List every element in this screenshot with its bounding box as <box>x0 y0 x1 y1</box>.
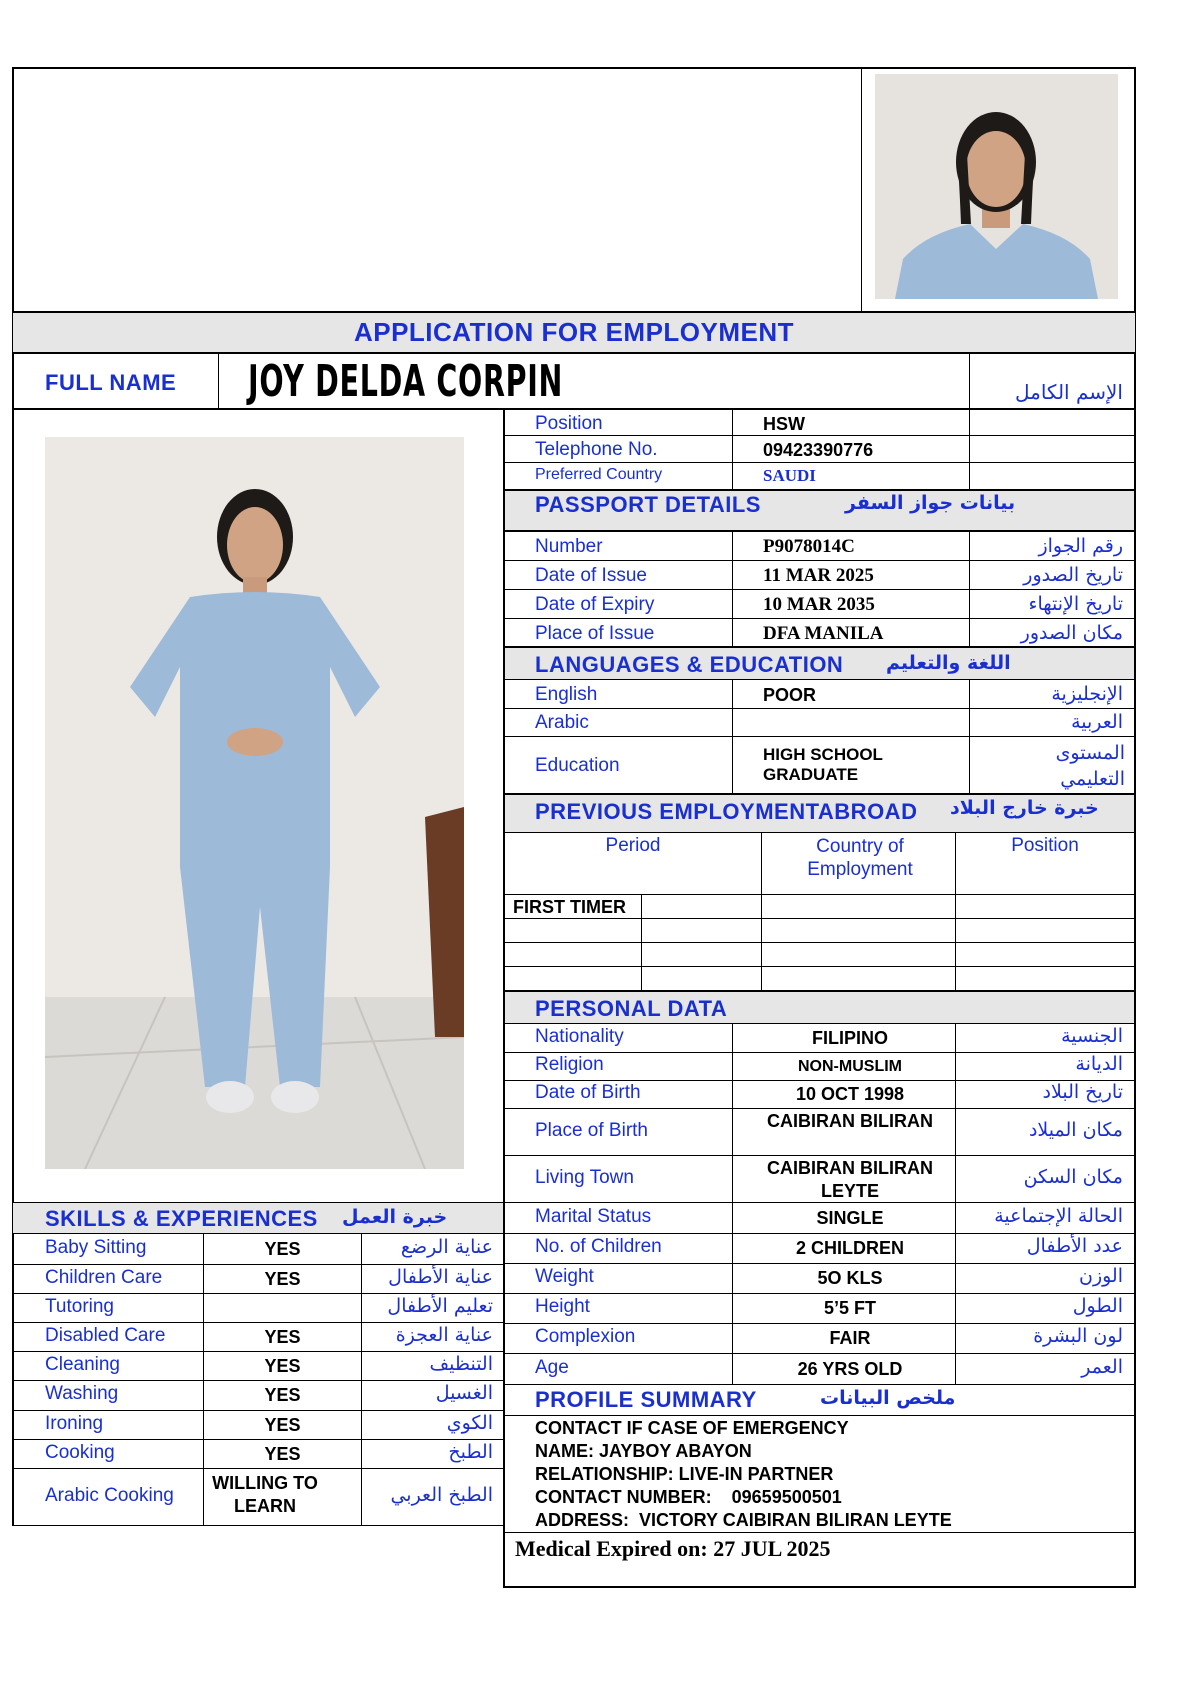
religion-label: Religion <box>535 1054 604 1075</box>
age-value: 26 YRS OLD <box>797 1358 903 1379</box>
country-header: Country of Employment <box>807 836 913 880</box>
skills-title: SKILLS & EXPERIENCES <box>45 1206 318 1231</box>
skill-cleaning-arabic: التنظيف <box>429 1352 493 1375</box>
height-arabic: الطول <box>1072 1295 1123 1317</box>
skills-title-arabic: خبرة العمل <box>342 1206 448 1228</box>
full-name-label: FULL NAME <box>45 370 177 395</box>
skill-cooking-label: Cooking <box>45 1441 115 1463</box>
passport-number-label: Number <box>535 536 603 557</box>
skill-children-care-arabic: عناية الأطفال <box>388 1265 493 1288</box>
languages-title: LANGUAGES & EDUCATION <box>535 652 844 677</box>
skill-cooking-value: YES <box>264 1443 301 1464</box>
issue-place-arabic: مكان الصدور <box>1020 622 1123 644</box>
passport-title-arabic: بيانات جواز السفر <box>845 492 1016 514</box>
emergency-line-2: NAME: JAYBOY ABAYON <box>535 1441 752 1461</box>
skill-disabled-care-label: Disabled Care <box>45 1324 166 1346</box>
marital-status-value: SINGLE <box>816 1207 884 1228</box>
emergency-line-4: CONTACT NUMBER: 09659500501 <box>535 1487 842 1507</box>
form-title: APPLICATION FOR EMPLOYMENT <box>353 317 795 347</box>
preferred-country-label: Preferred Country <box>535 466 663 483</box>
full-body-photo <box>45 437 464 1169</box>
nationality-label: Nationality <box>535 1026 624 1047</box>
profile-title: PROFILE SUMMARY <box>535 1387 757 1412</box>
date-of-birth-label: Date of Birth <box>535 1082 641 1103</box>
skill-washing-arabic: الغسيل <box>435 1382 493 1404</box>
religion-value: NON-MUSLIM <box>798 1058 902 1075</box>
issue-place-value: DFA MANILA <box>763 623 884 644</box>
personal-title: PERSONAL DATA <box>535 996 728 1021</box>
nationality-value: FILIPINO <box>812 1028 888 1048</box>
no-of-children-value: 2 CHILDREN <box>795 1238 904 1258</box>
previous-employment-title-arabic: خبرة خارج البلاد <box>950 797 1099 819</box>
full-name-arabic: الإسم الكامل <box>1014 380 1123 404</box>
religion-arabic: الديانة <box>1075 1053 1123 1075</box>
education-value: HIGH SCHOOL GRADUATE <box>763 745 883 784</box>
medical-expiry: Medical Expired on: 27 JUL 2025 <box>515 1536 831 1561</box>
expiry-date-value: 10 MAR 2035 <box>763 594 875 615</box>
english-label: English <box>535 684 598 705</box>
skill-cleaning-label: Cleaning <box>45 1353 120 1375</box>
place-of-birth-arabic: مكان الميلاد <box>1028 1118 1123 1141</box>
passport-title: PASSPORT DETAILS <box>535 492 761 517</box>
date-of-birth-arabic: تاريخ البلاد <box>1042 1081 1123 1103</box>
weight-value: 5O KLS <box>817 1268 883 1288</box>
english-value: POOR <box>763 685 817 705</box>
skill-disabled-care-arabic: عناية العجزة <box>395 1323 493 1346</box>
skill-arabic-cooking-value: WILLING TO LEARN <box>212 1473 318 1516</box>
position-label: Position <box>535 413 603 434</box>
living-town-label: Living Town <box>535 1166 634 1188</box>
arabic-arabic: العربية <box>1071 711 1123 733</box>
skill-washing-label: Washing <box>45 1383 119 1404</box>
skill-baby-sitting-value: YES <box>264 1239 301 1259</box>
skill-tutoring-arabic: تعليم الأطفال <box>387 1294 493 1317</box>
issue-date-value: 11 MAR 2025 <box>763 565 874 586</box>
expiry-date-label: Date of Expiry <box>535 594 655 615</box>
complexion-arabic: لون البشرة <box>1033 1325 1123 1347</box>
previous-employment-title: PREVIOUS EMPLOYMENTABROAD <box>535 799 918 824</box>
marital-status-label: Marital Status <box>535 1205 652 1227</box>
age-label: Age <box>535 1356 569 1378</box>
date-of-birth-value: 10 OCT 1998 <box>795 1084 905 1104</box>
full-name-value: JOY DELDA CORPIN <box>248 356 564 407</box>
skill-cleaning-value: YES <box>264 1355 301 1376</box>
skill-disabled-care-value: YES <box>264 1326 301 1347</box>
skill-baby-sitting-arabic: عناية الرضع <box>400 1236 493 1258</box>
arabic-label: Arabic <box>535 712 589 733</box>
skill-arabic-cooking-arabic: الطبخ العربي <box>390 1484 493 1506</box>
telephone-label: Telephone No. <box>535 439 658 460</box>
telephone-value: 09423390776 <box>763 440 874 460</box>
weight-arabic: الوزن <box>1078 1265 1123 1287</box>
languages-title-arabic: اللغة والتعليم <box>886 652 1011 674</box>
complexion-value: FAIR <box>829 1328 871 1348</box>
skill-ironing-value: YES <box>264 1414 301 1435</box>
skill-children-care-label: Children Care <box>45 1266 163 1288</box>
place-of-birth-value: CAIBIRAN BILIRAN <box>767 1111 933 1131</box>
passport-number-arabic: رقم الجواز <box>1038 535 1123 557</box>
height-value: 5’5 FT <box>823 1298 876 1318</box>
place-of-birth-label: Place of Birth <box>535 1119 648 1141</box>
issue-place-label: Place of Issue <box>535 623 655 644</box>
skill-washing-value: YES <box>264 1385 301 1405</box>
height-label: Height <box>535 1296 590 1317</box>
skill-children-care-value: YES <box>264 1268 301 1289</box>
passport-photo <box>875 74 1118 299</box>
skill-baby-sitting-label: Baby Sitting <box>45 1237 147 1258</box>
education-arabic: المستوى التعليمي <box>1055 742 1125 790</box>
complexion-label: Complexion <box>535 1326 636 1347</box>
issue-date-arabic: تاريخ الصدور <box>1023 564 1123 586</box>
nationality-arabic: الجنسية <box>1061 1025 1123 1047</box>
period-header: Period <box>605 835 661 856</box>
marital-status-arabic: الحالة الإجتماعية <box>994 1204 1123 1227</box>
skill-ironing-arabic: الكوي <box>446 1411 493 1434</box>
living-town-arabic: مكان السكن <box>1023 1165 1123 1188</box>
emergency-line-5: ADDRESS: VICTORY CAIBIRAN BILIRAN LEYTE <box>535 1510 952 1530</box>
preferred-country-value: SAUDI <box>763 466 816 485</box>
education-label: Education <box>535 755 620 776</box>
emergency-line-3: RELATIONSHIP: LIVE-IN PARTNER <box>535 1464 834 1484</box>
no-of-children-arabic: عدد الأطفال <box>1026 1235 1123 1257</box>
profile-title-arabic: ملخص البيانات <box>820 1387 956 1409</box>
weight-label: Weight <box>535 1266 594 1287</box>
age-arabic: العمر <box>1081 1355 1123 1378</box>
passport-number-value: P9078014C <box>763 536 855 557</box>
skill-ironing-label: Ironing <box>45 1412 104 1434</box>
position-value: HSW <box>763 414 805 434</box>
expiry-date-arabic: تاريخ الإنتهاء <box>1028 593 1123 615</box>
first-timer-label: FIRST TIMER <box>513 897 626 917</box>
living-town-value: CAIBIRAN BILIRAN LEYTE <box>767 1158 933 1201</box>
position-header: Position <box>1011 835 1079 856</box>
issue-date-label: Date of Issue <box>535 565 647 586</box>
emergency-line-1: CONTACT IF CASE OF EMERGENCY <box>535 1418 849 1438</box>
english-arabic: الإنجليزية <box>1051 683 1123 705</box>
skill-tutoring-label: Tutoring <box>45 1295 114 1317</box>
skill-cooking-arabic: الطبخ <box>448 1440 493 1463</box>
no-of-children-label: No. of Children <box>535 1236 662 1257</box>
skill-arabic-cooking-label: Arabic Cooking <box>45 1485 174 1506</box>
